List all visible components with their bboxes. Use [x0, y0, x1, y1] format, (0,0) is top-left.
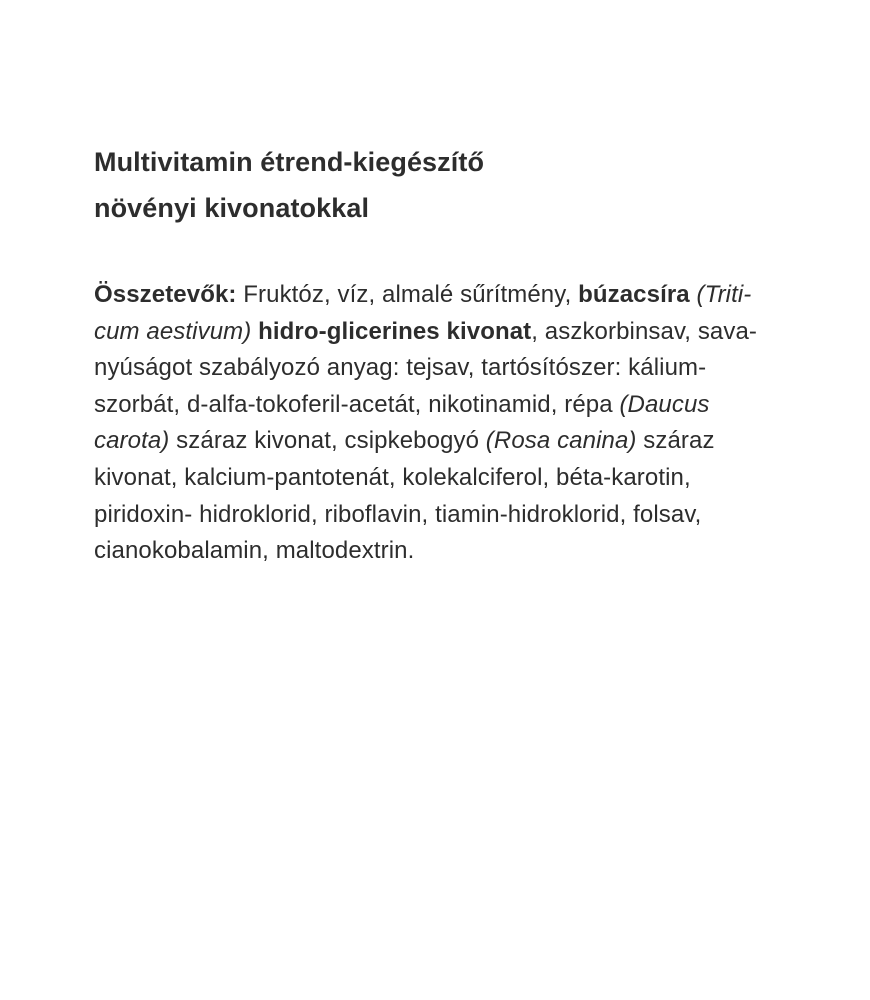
ingredients-segment: piridoxin- hidroklorid, riboflavin, tiamin-hidroklorid, folsav,: [94, 500, 702, 528]
ingredients-segment: , aszkorbinsav, sava-: [531, 317, 758, 345]
ingredients-segment: cianokobalamin, maltodextrin.: [94, 537, 415, 565]
ingredients-segment: kivonat, kalcium-pantotenát, kolekalciferol, béta-karotin,: [94, 463, 691, 491]
label-content: [94, 139, 816, 570]
ingredients-segment: nyúságot szabályozó anyag: tejsav, tartósítószer: kálium-: [94, 354, 707, 382]
ingredients-segment: [690, 281, 697, 308]
ingredients-line: [94, 497, 816, 534]
ingredients-segment: (Rosa canina): [485, 427, 637, 455]
product-title-line-2: növényi kivonatokkal: [94, 193, 370, 223]
ingredients-line: [94, 314, 816, 351]
product-title: [94, 139, 816, 231]
ingredients-line: [94, 533, 816, 570]
ingredients-segment: (Daucus: [619, 390, 710, 418]
ingredients-line: [94, 423, 816, 460]
ingredients-segment: búzacsíra: [578, 281, 690, 308]
ingredients-segment: carota): [94, 427, 170, 455]
ingredients-segment: száraz: [636, 427, 715, 455]
ingredients-label: Összetevők:: [94, 281, 237, 308]
product-title-line-1: Multivitamin étrend-kiegészítő: [94, 147, 485, 177]
ingredients-segment: Fruktóz, víz, almalé sűrítmény,: [236, 281, 579, 308]
ingredients-segment: hidro-glicerines kivonat: [258, 317, 532, 345]
ingredients-paragraph: [94, 277, 816, 570]
ingredients-segment: cum aestivum): [94, 317, 252, 345]
ingredients-segment: (Triti-: [696, 281, 752, 308]
ingredients-segment: száraz kivonat, csipkebogyó: [169, 427, 486, 455]
ingredients-line: [94, 277, 816, 314]
ingredients-line: [94, 350, 816, 387]
ingredients-line: [94, 460, 816, 497]
ingredients-line: [94, 387, 816, 424]
ingredients-segment: szorbát, d-alfa-tokoferil-acetát, nikotinamid, répa: [94, 390, 620, 418]
